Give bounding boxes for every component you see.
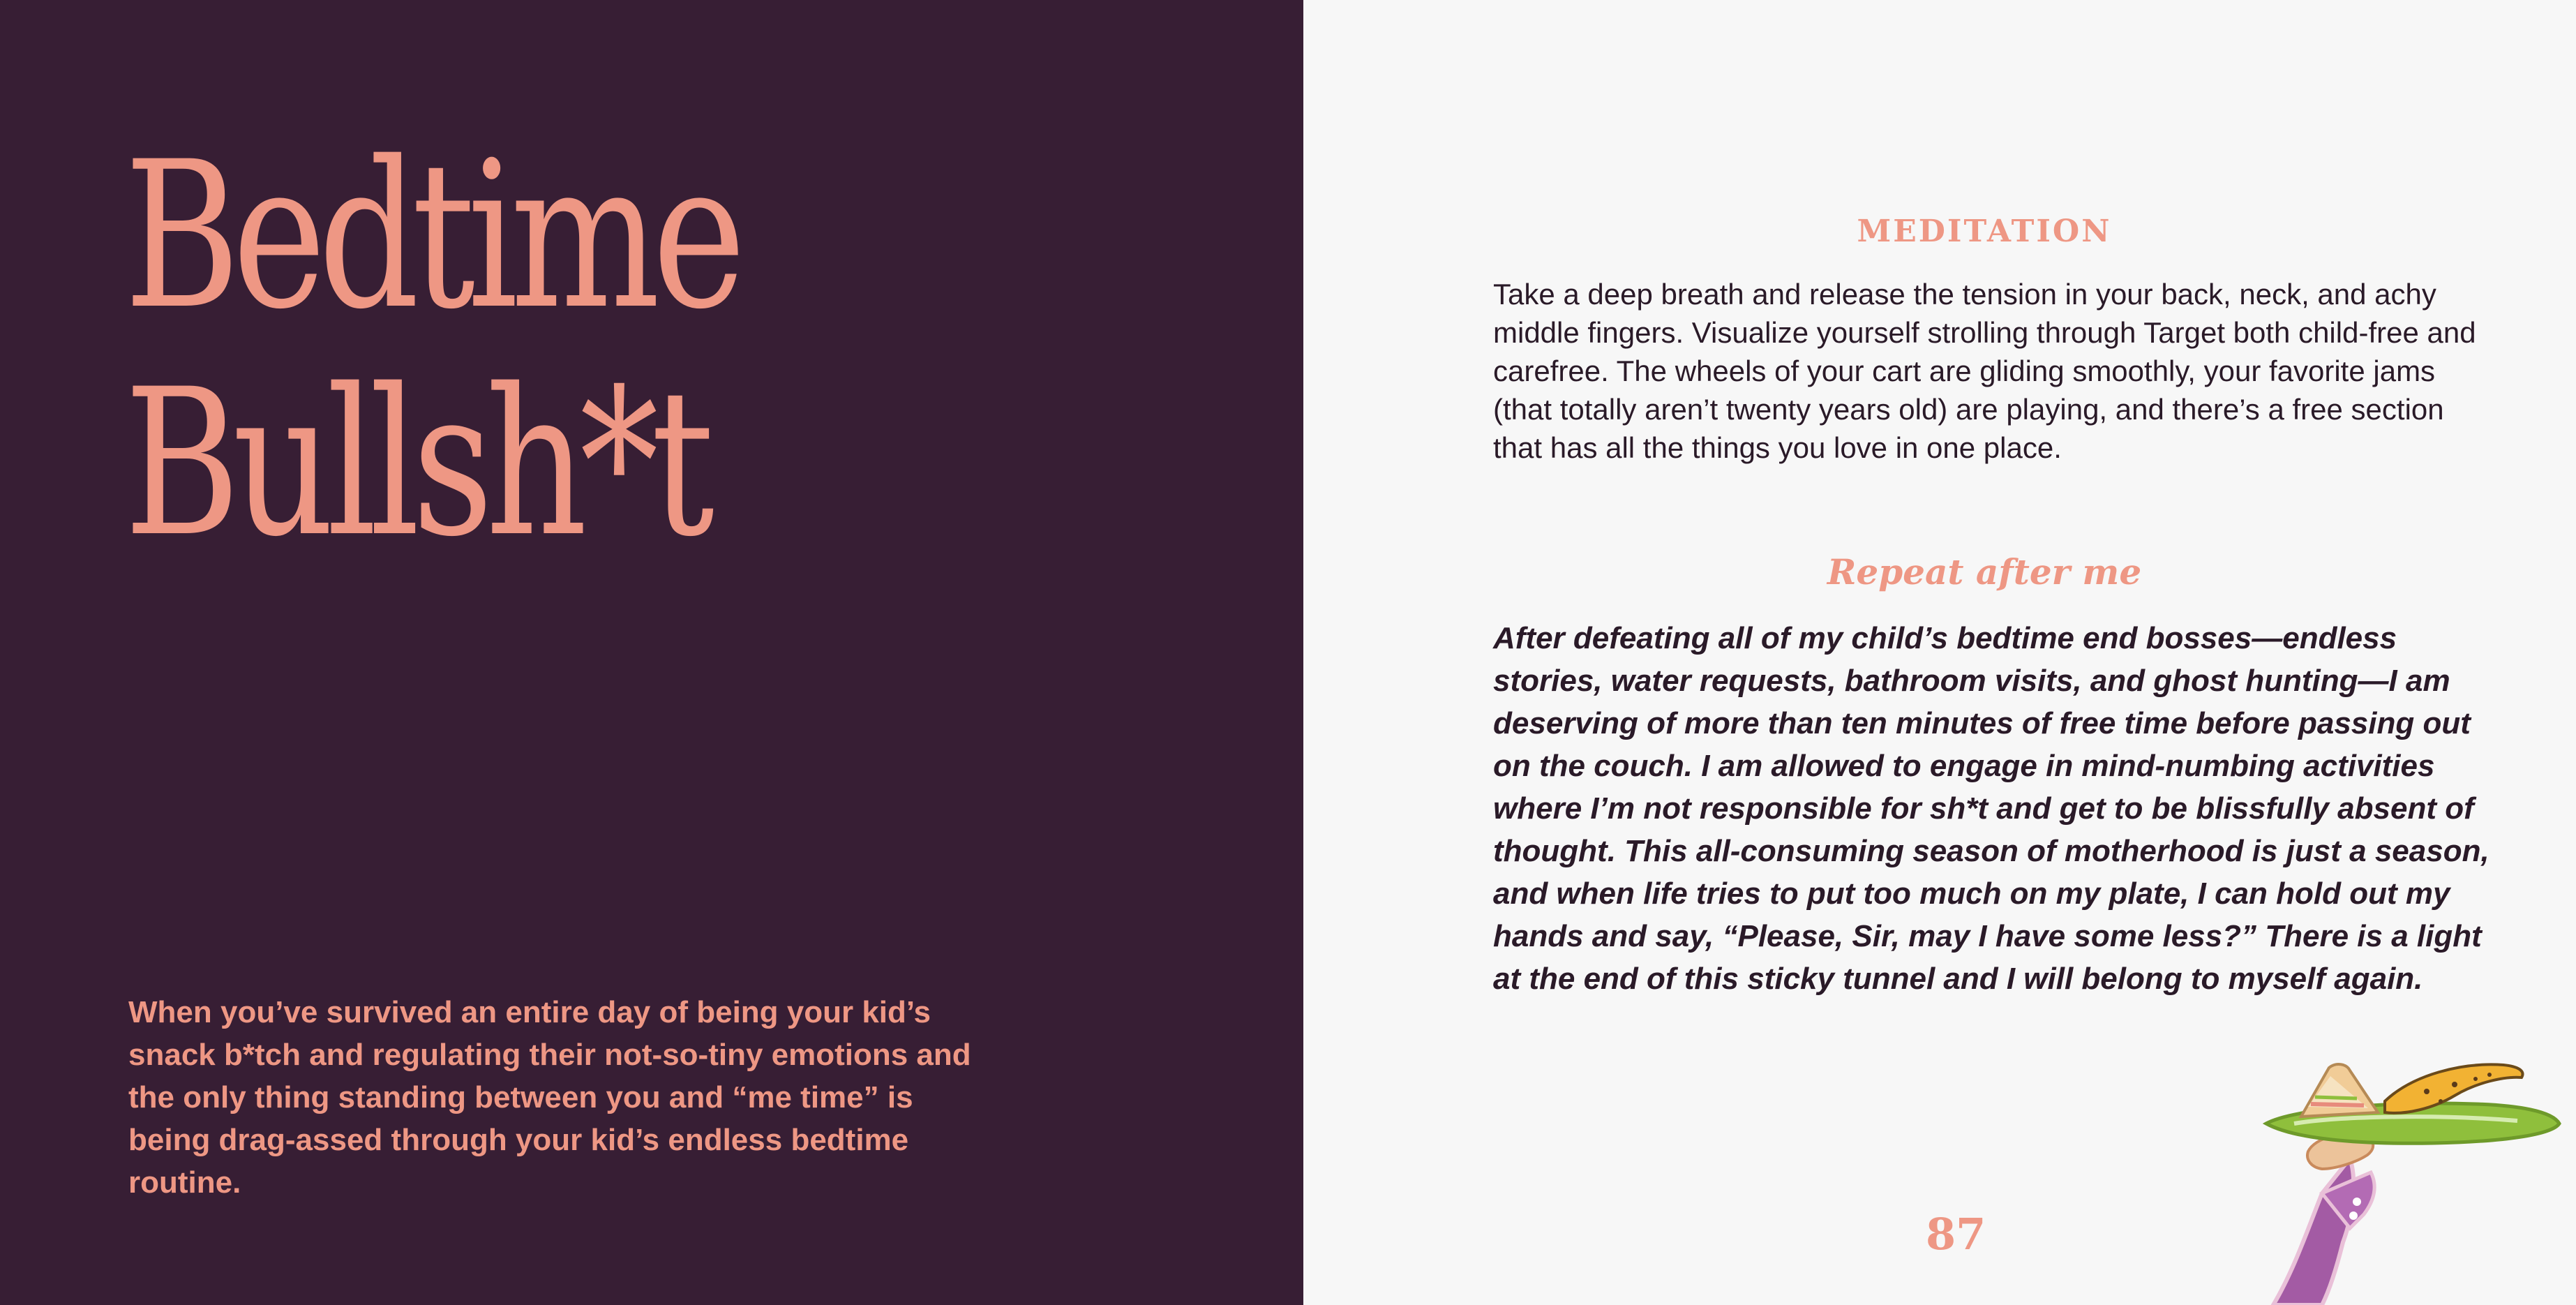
title-line-1: Bedtime bbox=[124, 119, 739, 354]
title-line-2: Bullsh*t bbox=[124, 346, 707, 581]
page-title bbox=[124, 119, 739, 581]
page-number: 87 bbox=[1926, 1209, 1986, 1260]
meditation-paragraph: Take a deep breath and release the tension in your back, neck, and achy middle fingers. Visualize yourself strolling through Target both child-free and carefree. The wheels of your cart are gliding smoothly, your favorite jams (that totally aren’t twenty years old) are playing, and there’s a free section that has all the things you love in one place. bbox=[1493, 278, 2476, 464]
right-page bbox=[1303, 0, 2576, 1305]
hand-holding-plate-with-sandwich-and-banana-icon bbox=[2252, 1019, 2576, 1305]
affirmation-paragraph: After defeating all of my child’s bedtime end bosses—endless stories, water requests, bathroom visits, and ghost hunting—I am deserving of more than ten minutes of free time before passing out on the couch. I am allowed to engage in mind-numbing activities where I’m not responsible for sh*t and get to be blissfully absent of thought. This all-consuming season of motherhood is just a season, and when life tries to put too much on my plate, I can hold out my hands and say, “Please, Sir, may I have some less?” There is a light at the end of this sticky tunnel and I will belong to myself again. bbox=[1493, 621, 2489, 996]
repeat-heading: Repeat after me bbox=[1827, 551, 2142, 592]
intro-paragraph: When you’ve survived an entire day of being your kid’s snack b*tch and regulating their not-so-tiny emotions and the only thing standing between you and “me time” is being drag-assed through your kid’s endless bedtime routine. bbox=[128, 995, 971, 1200]
meditation-heading: MEDITATION bbox=[1857, 214, 2112, 249]
